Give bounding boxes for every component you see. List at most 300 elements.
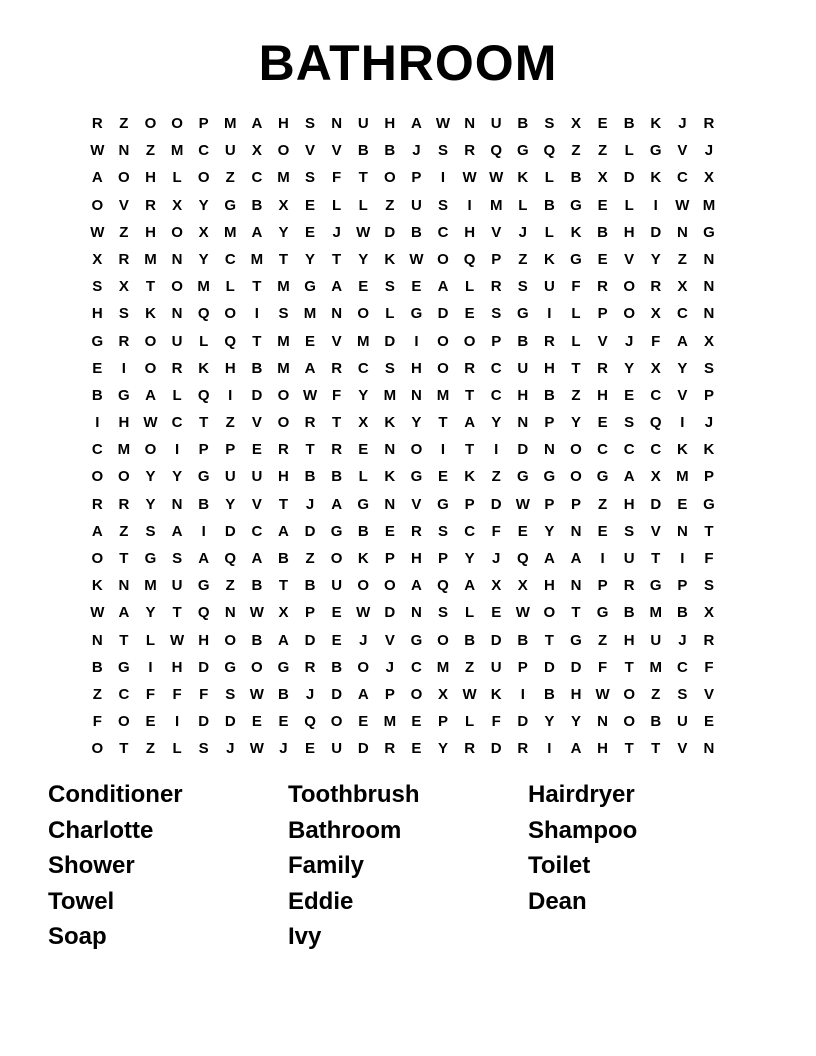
grid-letter[interactable]: I xyxy=(547,305,552,323)
grid-letter[interactable]: B xyxy=(464,631,476,649)
grid-letter[interactable]: Y xyxy=(172,468,183,486)
grid-letter[interactable]: B xyxy=(517,115,529,132)
grid-letter[interactable]: M xyxy=(277,359,290,377)
grid-letter[interactable]: R xyxy=(118,332,130,350)
grid-letter[interactable]: B xyxy=(543,386,555,404)
grid-letter[interactable]: R xyxy=(623,577,635,595)
grid-letter[interactable]: T xyxy=(651,550,661,567)
grid-letter[interactable]: W xyxy=(169,631,185,649)
grid-letter[interactable]: H xyxy=(171,658,183,676)
grid-letter[interactable]: K xyxy=(464,468,476,486)
grid-letter[interactable]: I xyxy=(228,386,233,404)
grid-letter[interactable]: S xyxy=(438,604,449,622)
grid-letter[interactable]: S xyxy=(703,577,714,595)
grid-letter[interactable]: Y xyxy=(198,250,209,268)
grid-letter[interactable]: X xyxy=(92,250,103,268)
grid-letter[interactable]: D xyxy=(517,713,529,731)
grid-letter[interactable]: A xyxy=(278,522,289,540)
grid-letter[interactable]: U xyxy=(171,577,183,595)
grid-letter[interactable]: S xyxy=(491,305,502,323)
grid-letter[interactable]: A xyxy=(331,495,343,513)
grid-letter[interactable]: T xyxy=(465,441,475,459)
grid-letter[interactable]: N xyxy=(464,115,476,132)
grid-letter[interactable]: B xyxy=(623,604,635,622)
grid-letter[interactable]: I xyxy=(174,713,180,731)
grid-letter[interactable]: H xyxy=(570,685,582,703)
grid-letter[interactable]: O xyxy=(144,332,157,350)
grid-letter[interactable]: U xyxy=(676,713,688,731)
grid-letter[interactable]: F xyxy=(172,685,182,703)
grid-letter[interactable]: W xyxy=(435,115,451,132)
grid-letter[interactable]: O xyxy=(118,468,130,486)
grid-letter[interactable]: H xyxy=(597,740,608,758)
grid-letter[interactable]: K xyxy=(198,359,210,377)
grid-letter[interactable]: F xyxy=(491,522,501,540)
grid-letter[interactable]: X xyxy=(570,115,581,132)
grid-letter[interactable]: M xyxy=(436,658,450,676)
grid-letter[interactable]: I xyxy=(201,522,206,540)
grid-letter[interactable]: C xyxy=(650,441,662,459)
grid-letter[interactable]: Y xyxy=(544,713,555,731)
grid-letter[interactable]: Y xyxy=(278,223,289,241)
grid-letter[interactable]: R xyxy=(464,142,476,160)
grid-letter[interactable]: A xyxy=(543,550,555,567)
grid-letter[interactable]: T xyxy=(172,604,182,622)
grid-letter[interactable]: L xyxy=(465,713,475,731)
grid-letter[interactable]: N xyxy=(543,441,555,459)
grid-letter[interactable]: M xyxy=(277,278,290,296)
grid-letter[interactable]: Z xyxy=(651,685,661,703)
grid-letter[interactable]: D xyxy=(357,740,369,758)
grid-letter[interactable]: K xyxy=(650,115,662,132)
grid-letter[interactable]: W xyxy=(409,250,424,268)
grid-letter[interactable]: X xyxy=(172,196,183,214)
grid-letter[interactable]: S xyxy=(225,685,236,703)
grid-letter[interactable]: Z xyxy=(518,250,528,268)
grid-letter[interactable]: N xyxy=(384,495,396,513)
grid-letter[interactable]: O xyxy=(543,604,556,622)
grid-letter[interactable]: E xyxy=(597,250,608,268)
grid-letter[interactable]: W xyxy=(515,495,530,513)
grid-letter[interactable]: O xyxy=(437,359,449,377)
grid-letter[interactable]: E xyxy=(358,713,369,731)
grid-letter[interactable]: H xyxy=(623,495,635,513)
grid-letter[interactable]: G xyxy=(410,305,423,323)
grid-letter[interactable]: S xyxy=(92,278,103,296)
grid-letter[interactable]: J xyxy=(412,142,421,160)
grid-letter[interactable]: O xyxy=(171,115,183,132)
grid-letter[interactable]: D xyxy=(224,522,236,540)
grid-letter[interactable]: C xyxy=(357,359,369,377)
grid-letter[interactable]: U xyxy=(331,577,343,595)
grid-letter[interactable]: L xyxy=(624,142,634,160)
grid-letter[interactable]: L xyxy=(358,468,368,486)
grid-letter[interactable]: N xyxy=(224,604,236,622)
grid-letter[interactable]: B xyxy=(331,658,343,676)
grid-letter[interactable]: L xyxy=(544,223,554,241)
grid-letter[interactable]: A xyxy=(570,550,582,567)
grid-letter[interactable]: N xyxy=(570,577,582,595)
grid-letter[interactable]: R xyxy=(543,332,555,350)
grid-letter[interactable]: L xyxy=(145,631,156,649)
grid-letter[interactable]: U xyxy=(650,631,662,649)
grid-letter[interactable]: O xyxy=(623,305,635,323)
grid-letter[interactable]: Q xyxy=(490,142,503,160)
grid-letter[interactable]: A xyxy=(91,169,103,187)
grid-letter[interactable]: P xyxy=(198,115,209,132)
grid-letter[interactable]: I xyxy=(547,740,552,758)
grid-letter[interactable]: O xyxy=(144,115,157,132)
grid-letter[interactable]: V xyxy=(305,142,316,160)
grid-letter[interactable]: G xyxy=(118,658,130,676)
grid-letter[interactable]: E xyxy=(517,522,528,540)
grid-letter[interactable]: S xyxy=(677,685,688,703)
grid-letter[interactable]: J xyxy=(492,550,501,567)
grid-letter[interactable]: U xyxy=(357,115,369,132)
grid-letter[interactable]: T xyxy=(571,359,581,377)
grid-letter[interactable]: Q xyxy=(516,550,529,567)
grid-letter[interactable]: B xyxy=(91,386,103,404)
grid-letter[interactable]: H xyxy=(118,414,130,432)
grid-letter[interactable]: M xyxy=(277,332,290,350)
grid-letter[interactable]: Z xyxy=(225,169,235,187)
grid-letter[interactable]: C xyxy=(411,658,422,676)
grid-letter[interactable]: F xyxy=(491,713,501,731)
grid-letter[interactable]: W xyxy=(675,196,690,214)
grid-letter[interactable]: L xyxy=(465,278,475,296)
grid-letter[interactable]: U xyxy=(623,550,635,567)
grid-letter[interactable]: M xyxy=(224,223,237,241)
grid-letter[interactable]: E xyxy=(597,196,608,214)
grid-letter[interactable]: N xyxy=(91,631,103,649)
grid-letter[interactable]: R xyxy=(703,115,715,132)
grid-letter[interactable]: S xyxy=(198,740,209,758)
grid-letter[interactable]: C xyxy=(676,305,688,323)
grid-letter[interactable]: F xyxy=(199,685,209,703)
grid-letter[interactable]: M xyxy=(303,305,317,323)
grid-letter[interactable]: T xyxy=(252,332,262,350)
grid-letter[interactable]: O xyxy=(224,631,237,649)
grid-letter[interactable]: H xyxy=(384,115,396,132)
grid-letter[interactable]: O xyxy=(383,577,396,595)
grid-letter[interactable]: O xyxy=(570,441,582,459)
grid-letter[interactable]: V xyxy=(650,522,661,540)
grid-letter[interactable]: D xyxy=(650,495,662,513)
grid-letter[interactable]: G xyxy=(649,142,662,160)
grid-letter[interactable]: W xyxy=(302,386,318,404)
grid-letter[interactable]: C xyxy=(597,441,608,459)
grid-letter[interactable]: D xyxy=(198,658,210,676)
grid-letter[interactable]: M xyxy=(144,250,157,268)
grid-letter[interactable]: G xyxy=(703,223,715,241)
grid-letter[interactable]: P xyxy=(438,550,449,567)
grid-letter[interactable]: G xyxy=(543,468,556,486)
grid-letter[interactable]: U xyxy=(171,332,183,350)
grid-letter[interactable]: J xyxy=(704,414,714,432)
grid-letter[interactable]: O xyxy=(91,468,104,486)
grid-letter[interactable]: A xyxy=(91,522,103,540)
grid-letter[interactable]: U xyxy=(490,658,502,676)
grid-letter[interactable]: I xyxy=(121,359,126,377)
grid-letter[interactable]: D xyxy=(384,332,396,350)
grid-letter[interactable]: V xyxy=(118,196,129,214)
grid-letter[interactable]: N xyxy=(331,115,343,132)
grid-letter[interactable]: X xyxy=(118,278,129,296)
grid-letter[interactable]: I xyxy=(680,550,685,567)
grid-letter[interactable]: V xyxy=(677,142,688,160)
grid-letter[interactable]: T xyxy=(119,740,129,758)
grid-letter[interactable]: J xyxy=(359,631,368,649)
grid-letter[interactable]: R xyxy=(384,740,396,758)
grid-letter[interactable]: V xyxy=(597,332,608,350)
grid-letter[interactable]: G xyxy=(330,522,343,540)
grid-letter[interactable]: Y xyxy=(570,713,581,731)
grid-letter[interactable]: Z xyxy=(597,631,608,649)
grid-letter[interactable]: Z xyxy=(491,468,501,486)
grid-letter[interactable]: Y xyxy=(305,250,316,268)
grid-letter[interactable]: O xyxy=(357,577,370,595)
grid-letter[interactable]: B xyxy=(331,468,343,486)
grid-letter[interactable]: V xyxy=(331,142,342,160)
grid-letter[interactable]: O xyxy=(251,658,263,676)
grid-letter[interactable]: A xyxy=(411,115,422,132)
grid-letter[interactable]: R xyxy=(331,359,343,377)
grid-letter[interactable]: D xyxy=(304,522,316,540)
grid-letter[interactable]: E xyxy=(597,115,608,132)
grid-letter[interactable]: C xyxy=(623,441,635,459)
grid-letter[interactable]: L xyxy=(332,196,342,214)
grid-letter[interactable]: Q xyxy=(224,332,237,350)
grid-letter[interactable]: B xyxy=(251,631,263,649)
grid-letter[interactable]: Z xyxy=(119,522,129,540)
grid-letter[interactable]: D xyxy=(543,658,555,676)
grid-letter[interactable]: H xyxy=(517,386,529,404)
grid-letter[interactable]: B xyxy=(357,142,369,160)
grid-letter[interactable]: U xyxy=(490,115,502,132)
grid-letter[interactable]: V xyxy=(624,250,635,268)
grid-letter[interactable]: N xyxy=(676,223,688,241)
grid-letter[interactable]: F xyxy=(704,658,714,676)
grid-letter[interactable]: F xyxy=(332,386,342,404)
grid-letter[interactable]: C xyxy=(490,359,502,377)
grid-letter[interactable]: P xyxy=(597,305,608,323)
grid-letter[interactable]: Z xyxy=(597,142,608,160)
grid-letter[interactable]: K xyxy=(145,305,156,323)
grid-letter[interactable]: T xyxy=(358,169,368,187)
grid-letter[interactable]: X xyxy=(517,577,528,595)
grid-letter[interactable]: D xyxy=(490,631,502,649)
grid-letter[interactable]: A xyxy=(676,332,688,350)
grid-letter[interactable]: Z xyxy=(571,386,581,404)
grid-letter[interactable]: D xyxy=(490,740,502,758)
grid-letter[interactable]: T xyxy=(119,631,129,649)
grid-letter[interactable]: R xyxy=(331,441,343,459)
grid-letter[interactable]: S xyxy=(305,169,316,187)
grid-letter[interactable]: V xyxy=(491,223,502,241)
grid-letter[interactable]: T xyxy=(145,278,156,296)
grid-letter[interactable]: Q xyxy=(649,414,662,432)
grid-letter[interactable]: H xyxy=(224,359,236,377)
grid-letter[interactable]: B xyxy=(91,658,103,676)
grid-letter[interactable]: L xyxy=(172,169,182,187)
grid-letter[interactable]: C xyxy=(251,169,263,187)
grid-letter[interactable]: G xyxy=(410,468,423,486)
grid-letter[interactable]: N xyxy=(171,495,183,513)
grid-letter[interactable]: G xyxy=(144,550,157,567)
grid-letter[interactable]: N xyxy=(411,386,422,404)
grid-letter[interactable]: S xyxy=(278,305,289,323)
grid-letter[interactable]: F xyxy=(651,332,661,350)
grid-letter[interactable]: N xyxy=(676,522,688,540)
grid-letter[interactable]: L xyxy=(571,305,581,323)
grid-letter[interactable]: V xyxy=(251,414,262,432)
grid-letter[interactable]: H xyxy=(91,305,103,323)
grid-letter[interactable]: M xyxy=(144,577,157,595)
grid-letter[interactable]: C xyxy=(171,414,183,432)
grid-letter[interactable]: M xyxy=(676,468,689,486)
grid-letter[interactable]: C xyxy=(437,223,449,241)
grid-letter[interactable]: I xyxy=(440,169,446,187)
grid-letter[interactable]: E xyxy=(677,495,688,513)
grid-letter[interactable]: R xyxy=(650,278,662,296)
grid-letter[interactable]: T xyxy=(119,550,129,567)
grid-letter[interactable]: N xyxy=(570,522,582,540)
grid-letter[interactable]: L xyxy=(624,196,634,214)
grid-letter[interactable]: W xyxy=(143,414,158,432)
grid-letter[interactable]: Q xyxy=(197,386,210,404)
grid-letter[interactable]: Q xyxy=(197,604,210,622)
grid-letter[interactable]: Q xyxy=(543,142,556,160)
grid-letter[interactable]: Y xyxy=(464,550,475,567)
grid-letter[interactable]: O xyxy=(91,196,104,214)
grid-letter[interactable]: Z xyxy=(119,223,129,241)
grid-letter[interactable]: J xyxy=(226,740,235,758)
grid-letter[interactable]: E xyxy=(597,522,608,540)
grid-letter[interactable]: V xyxy=(411,495,422,513)
grid-letter[interactable]: A xyxy=(251,550,263,567)
grid-letter[interactable]: N xyxy=(118,577,130,595)
grid-letter[interactable]: B xyxy=(278,550,289,567)
grid-letter[interactable]: O xyxy=(277,414,290,432)
grid-letter[interactable]: E xyxy=(92,359,103,377)
grid-letter[interactable]: P xyxy=(411,169,422,187)
grid-letter[interactable]: I xyxy=(520,685,525,703)
grid-letter[interactable]: H xyxy=(278,115,289,132)
grid-letter[interactable]: B xyxy=(384,142,396,160)
grid-letter[interactable]: G xyxy=(197,468,210,486)
grid-letter[interactable]: Z xyxy=(119,115,129,132)
grid-letter[interactable]: Y xyxy=(650,250,661,268)
grid-letter[interactable]: O xyxy=(171,278,183,296)
grid-letter[interactable]: B xyxy=(304,468,316,486)
grid-letter[interactable]: D xyxy=(224,713,236,731)
grid-letter[interactable]: B xyxy=(676,604,688,622)
grid-letter[interactable]: B xyxy=(278,685,289,703)
grid-letter[interactable]: S xyxy=(305,115,316,132)
grid-letter[interactable]: T xyxy=(651,740,661,758)
grid-letter[interactable]: O xyxy=(437,250,449,268)
grid-letter[interactable]: S xyxy=(517,278,528,296)
grid-letter[interactable]: N xyxy=(384,441,396,459)
grid-letter[interactable]: O xyxy=(437,332,449,350)
grid-letter[interactable]: R xyxy=(703,631,715,649)
grid-letter[interactable]: S xyxy=(172,550,183,567)
grid-letter[interactable]: I xyxy=(414,332,419,350)
grid-letter[interactable]: I xyxy=(95,414,100,432)
grid-letter[interactable]: E xyxy=(624,386,635,404)
grid-letter[interactable]: V xyxy=(677,386,688,404)
grid-letter[interactable]: E xyxy=(358,441,369,459)
grid-letter[interactable]: N xyxy=(331,305,343,323)
grid-letter[interactable]: K xyxy=(543,250,555,268)
grid-letter[interactable]: T xyxy=(278,577,289,595)
grid-letter[interactable]: P xyxy=(438,713,449,731)
grid-letter[interactable]: A xyxy=(304,359,316,377)
grid-letter[interactable]: G xyxy=(516,468,529,486)
grid-letter[interactable]: L xyxy=(571,332,581,350)
grid-letter[interactable]: O xyxy=(144,441,157,459)
grid-letter[interactable]: X xyxy=(198,223,209,241)
grid-letter[interactable]: W xyxy=(90,223,105,241)
grid-letter[interactable]: G xyxy=(118,386,130,404)
grid-letter[interactable]: Y xyxy=(225,495,236,513)
grid-letter[interactable]: P xyxy=(491,250,502,268)
grid-letter[interactable]: V xyxy=(703,685,714,703)
grid-letter[interactable]: F xyxy=(92,713,102,731)
grid-letter[interactable]: O xyxy=(623,278,635,296)
grid-letter[interactable]: C xyxy=(251,522,263,540)
grid-letter[interactable]: R xyxy=(91,495,103,513)
grid-letter[interactable]: W xyxy=(249,604,264,622)
grid-letter[interactable]: X xyxy=(703,332,714,350)
grid-letter[interactable]: Q xyxy=(463,250,476,268)
grid-letter[interactable]: H xyxy=(543,359,555,377)
grid-letter[interactable]: J xyxy=(678,631,687,649)
grid-letter[interactable]: O xyxy=(357,305,370,323)
grid-letter[interactable]: M xyxy=(436,386,450,404)
grid-letter[interactable]: O xyxy=(144,359,157,377)
grid-letter[interactable]: B xyxy=(517,332,529,350)
grid-letter[interactable]: Q xyxy=(437,577,449,595)
grid-letter[interactable]: F xyxy=(571,278,581,296)
grid-letter[interactable]: N xyxy=(703,740,715,758)
grid-letter[interactable]: H xyxy=(145,223,156,241)
grid-letter[interactable]: O xyxy=(463,332,476,350)
grid-letter[interactable]: P xyxy=(703,468,714,486)
grid-letter[interactable]: U xyxy=(224,142,236,160)
grid-letter[interactable]: A xyxy=(437,278,449,296)
grid-letter[interactable]: R xyxy=(464,740,476,758)
grid-letter[interactable]: M xyxy=(649,658,663,676)
grid-letter[interactable]: X xyxy=(650,359,661,377)
grid-letter[interactable]: S xyxy=(438,522,449,540)
grid-letter[interactable]: D xyxy=(623,169,635,187)
grid-letter[interactable]: M xyxy=(277,169,290,187)
grid-letter[interactable]: X xyxy=(278,196,289,214)
grid-letter[interactable]: H xyxy=(464,223,476,241)
grid-letter[interactable]: S xyxy=(384,359,395,377)
grid-letter[interactable]: E xyxy=(305,223,316,241)
grid-letter[interactable]: Y xyxy=(677,359,688,377)
grid-letter[interactable]: T xyxy=(332,250,342,268)
grid-letter[interactable]: W xyxy=(249,740,264,758)
grid-letter[interactable]: E xyxy=(597,414,608,432)
grid-letter[interactable]: G xyxy=(304,278,316,296)
grid-letter[interactable]: K xyxy=(384,414,396,432)
grid-letter[interactable]: I xyxy=(494,441,499,459)
grid-letter[interactable]: G xyxy=(224,658,237,676)
grid-letter[interactable]: P xyxy=(597,577,608,595)
